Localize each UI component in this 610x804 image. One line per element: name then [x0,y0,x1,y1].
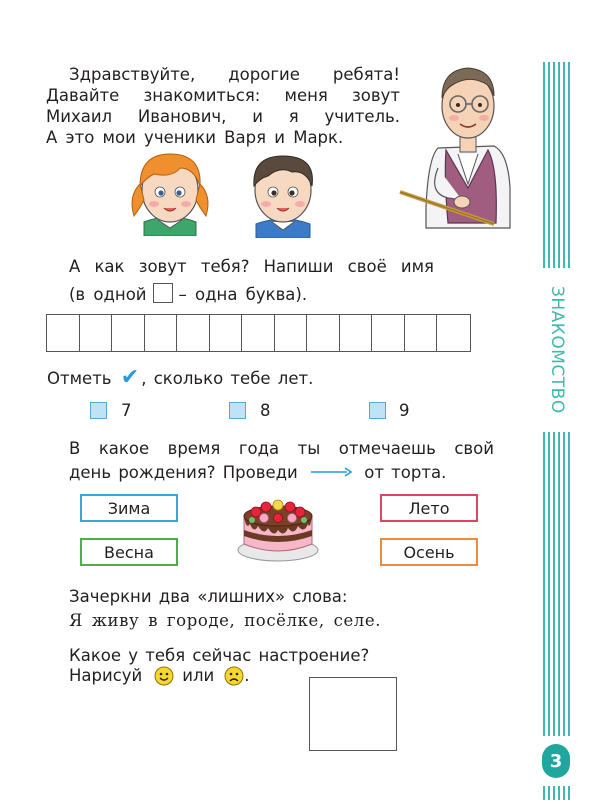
word: Здравствуйте, [69,65,196,84]
girl-varya-illustration [124,150,216,236]
cake-illustration [236,490,320,564]
name-task-text-before: (в одной [69,285,147,304]
word: как [94,257,125,276]
example-letter-box [153,283,173,303]
mood-task-line-2 [69,665,250,686]
mood-task-text-middle: или [182,666,215,685]
letter-cell[interactable] [177,315,210,351]
letter-cell[interactable] [437,315,470,351]
age-task-text [47,367,313,389]
page-number: 3 [542,744,570,778]
letter-cell[interactable] [242,315,275,351]
letter-cell[interactable] [307,315,340,351]
age-option-7-label: 7 [121,401,132,420]
name-letter-grid[interactable] [46,314,471,352]
age-option-9-label: 9 [399,401,410,420]
word: имя [400,257,434,276]
intro-line-4: А это мои ученики Варя и Марк. [46,128,344,147]
boy-mark-illustration [240,150,326,238]
word: учитель. [324,107,400,126]
word: Иванович, [137,107,227,126]
checkmark-icon: ✔ [120,365,140,390]
word: В [69,439,81,458]
mood-task-text-after: . [244,666,250,685]
happy-smiley-icon [154,666,174,686]
age-checkbox-7[interactable] [90,402,107,419]
word: ребята! [332,65,400,84]
word: Напиши [263,257,334,276]
word: Михаил [46,107,113,126]
word: А [69,257,81,276]
season-task-text-after: от торта. [364,463,447,482]
age-task-text-before: Отметь [47,369,112,388]
mood-drawing-box[interactable] [309,677,397,751]
age-task-text-after: , сколько тебе лет. [141,369,314,388]
intro-line-2 [46,85,400,106]
cross-task-instruction: Зачеркни два «лишних» слова: [69,587,348,606]
letter-cell[interactable] [372,315,405,351]
name-task-line-2 [69,283,307,305]
letter-cell[interactable] [405,315,438,351]
mood-task-line-1: Какое у тебя сейчас настроение? [69,646,370,665]
word: зовут [138,257,187,276]
arrow-right-icon [309,467,353,477]
word: время [167,439,221,458]
letter-cell[interactable] [80,315,113,351]
season-winter-box[interactable]: Зима [80,494,178,522]
letter-cell[interactable] [112,315,145,351]
age-option-8-label: 8 [260,401,271,420]
letter-cell[interactable] [340,315,373,351]
letter-cell[interactable] [47,315,80,351]
season-task-text-before: день рождения? Проведи [69,463,298,482]
season-spring-box[interactable]: Весна [80,538,178,566]
mood-task-text-before: Нарисуй [69,666,143,685]
season-task-line-2 [69,462,446,483]
name-task-line-1 [69,256,434,277]
sad-smiley-icon [224,666,244,686]
season-summer-box[interactable]: Лето [380,494,478,522]
word: знакомиться: [143,86,261,105]
word: я [288,107,299,126]
word: зовут [352,86,400,105]
age-checkbox-8[interactable] [229,402,246,419]
word: своё [347,257,387,276]
word: дорогие [228,65,300,84]
word: отмечаешь [338,439,436,458]
letter-cell[interactable] [145,315,178,351]
section-title: ЗНАКОМСТВО [547,286,567,414]
teacher-illustration [398,58,526,234]
word: Давайте [46,86,120,105]
letter-cell[interactable] [210,315,243,351]
cross-task-sentence[interactable]: Я живу в городе, посёлке, селе. [69,611,382,630]
word: года [238,439,280,458]
intro-text [46,64,400,148]
age-checkbox-9[interactable] [369,402,386,419]
season-task-line-1 [69,438,494,459]
word: и [252,107,263,126]
letter-cell[interactable] [275,315,308,351]
name-task-text-after: – одна буква). [178,285,308,304]
word: свой [454,439,494,458]
word: какое [98,439,150,458]
season-autumn-box[interactable]: Осень [380,538,478,566]
word: ты [297,439,321,458]
word: меня [284,86,328,105]
intro-line-1 [69,64,400,85]
word: тебя? [200,257,250,276]
intro-line-3 [46,106,400,127]
